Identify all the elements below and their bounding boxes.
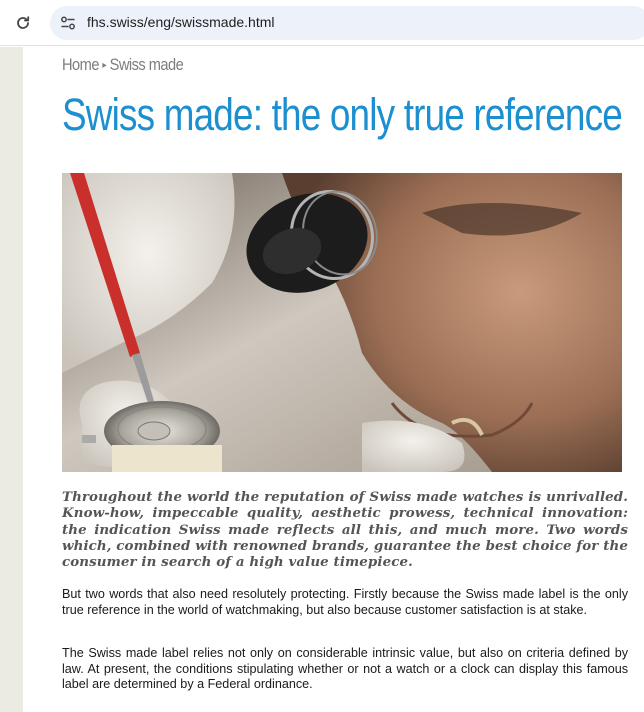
hero-image-watchmaker <box>62 173 622 472</box>
body-paragraph-1: But two words that also need resolutely protecting. Firstly because the Swiss made label is the only true reference in the world of watchmaking, but also because customer satisfaction is at stake. <box>62 587 628 617</box>
page-title: Swiss made: the only true reference <box>62 89 622 140</box>
watchmaker-illustration <box>62 173 622 472</box>
breadcrumb-current-link[interactable]: Swiss made <box>109 55 184 74</box>
browser-toolbar <box>0 0 644 46</box>
breadcrumb <box>62 55 183 75</box>
address-bar[interactable] <box>50 6 644 40</box>
tune-icon[interactable] <box>58 13 78 33</box>
url-text[interactable]: fhs.swiss/eng/swissmade.html <box>87 14 275 30</box>
breadcrumb-separator-icon: ▸ <box>102 60 107 71</box>
left-sidebar-strip <box>0 47 23 712</box>
intro-paragraph: Throughout the world the reputation of Swiss made watches is unrivalled. Know-how, impeccable quality, aesthetic prowess, technical innovation: the indication Swiss made reflects all this, and much more. Two words which, combined with renowned brands, guarantee the best choice for the consumer in search of a high value timepiece. <box>62 489 628 571</box>
body-paragraph-2: The Swiss made label relies not only on considerable intrinsic value, but also on criteria defined by law. At present, the conditions stipulating whether or not a watch or a clock can display this famous label are determined by a Federal ordinance. <box>62 646 628 692</box>
reload-icon[interactable] <box>10 11 36 35</box>
breadcrumb-home-link[interactable]: Home <box>62 55 99 74</box>
